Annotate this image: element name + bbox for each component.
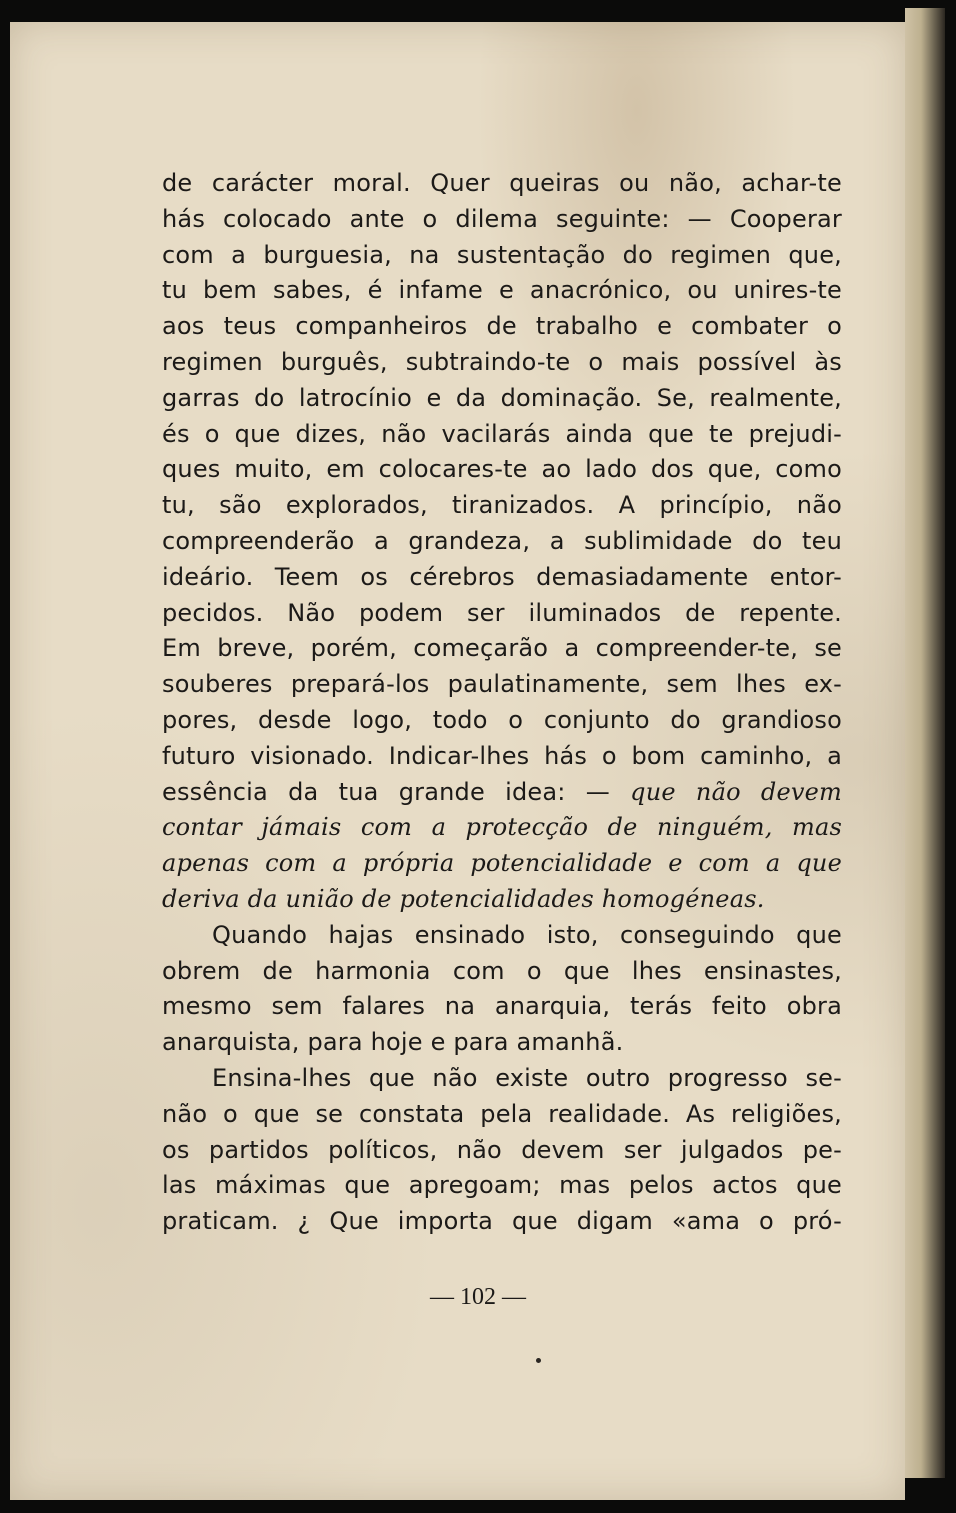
text-line: os partidos políticos, não devem ser julgados pe-	[162, 1135, 842, 1164]
page-number: — 102 —	[430, 1284, 526, 1310]
text-line: de carácter moral. Quer queiras ou não, achar-te	[162, 169, 842, 197]
text-line-mixed	[162, 775, 842, 811]
text-line: ques muito, em colocares-te ao lado dos que, como	[162, 455, 842, 484]
text-line: obrem de harmonia com o que lhes ensinastes,	[162, 956, 842, 985]
text-line: com a burguesia, na sustentação do regimen que,	[162, 240, 842, 269]
text-line: Em breve, porém, começarão a compreender-te, se	[162, 634, 842, 663]
text-line: aos teus companheiros de trabalho e combater o	[162, 312, 842, 341]
text-line: souberes prepará-los paulatinamente, sem lhes ex-	[162, 670, 842, 699]
body-text	[162, 166, 842, 1240]
text-line: futuro visionado. Indicar-lhes hás o bom caminho, a	[162, 741, 842, 770]
text-italic-part: que não devem	[630, 777, 842, 806]
text-line-italic: contar jámais com a protecção de ninguém, mas	[162, 813, 842, 842]
text-line: regimen burguês, subtraindo-te o mais possível às	[162, 347, 842, 376]
text-line: compreenderão a grandeza, a sublimidade do teu	[162, 526, 842, 555]
text-line: ideário. Teem os cérebros demasiadamente entor-	[162, 562, 842, 591]
text-line: mesmo sem falares na anarquia, terás feito obra	[162, 992, 842, 1021]
text-line: tu bem sabes, é infame e anacrónico, ou unires-te	[162, 276, 842, 305]
text-line: anarquista, para hoje e para amanhã.	[162, 1028, 624, 1057]
text-line: garras do latrocínio e da dominação. Se, realmente,	[162, 383, 842, 412]
text-line: hás colocado ante o dilema seguinte: — Cooperar	[162, 204, 842, 233]
text-line: pecidos. Não podem ser iluminados de repente.	[162, 598, 842, 627]
text-line: las máximas que apregoam; mas pelos actos que	[162, 1171, 842, 1200]
text-line: não o que se constata pela realidade. As religiões,	[162, 1099, 842, 1128]
book-page-edge	[905, 8, 945, 1478]
text-line-paragraph-start: Quando hajas ensinado isto, conseguindo que	[212, 920, 842, 949]
text-line-italic: apenas com a própria potencialidade e com a que	[162, 849, 842, 878]
text-line: tu, são explorados, tiranizados. A princípio, não	[162, 491, 842, 520]
text-roman-part: essência da tua grande idea: —	[162, 777, 631, 806]
text-line: és o que dizes, não vacilarás ainda que te prejudi-	[162, 419, 842, 448]
ink-speck	[536, 1358, 541, 1363]
text-line: praticam. ¿ Que importa que digam «ama o pró-	[162, 1207, 842, 1236]
text-line: pores, desde logo, todo o conjunto do grandioso	[162, 705, 842, 734]
text-line-paragraph-start: Ensina-lhes que não existe outro progresso se-	[212, 1063, 842, 1092]
text-line-italic: deriva da união de potencialidades homogéneas.	[162, 884, 765, 913]
